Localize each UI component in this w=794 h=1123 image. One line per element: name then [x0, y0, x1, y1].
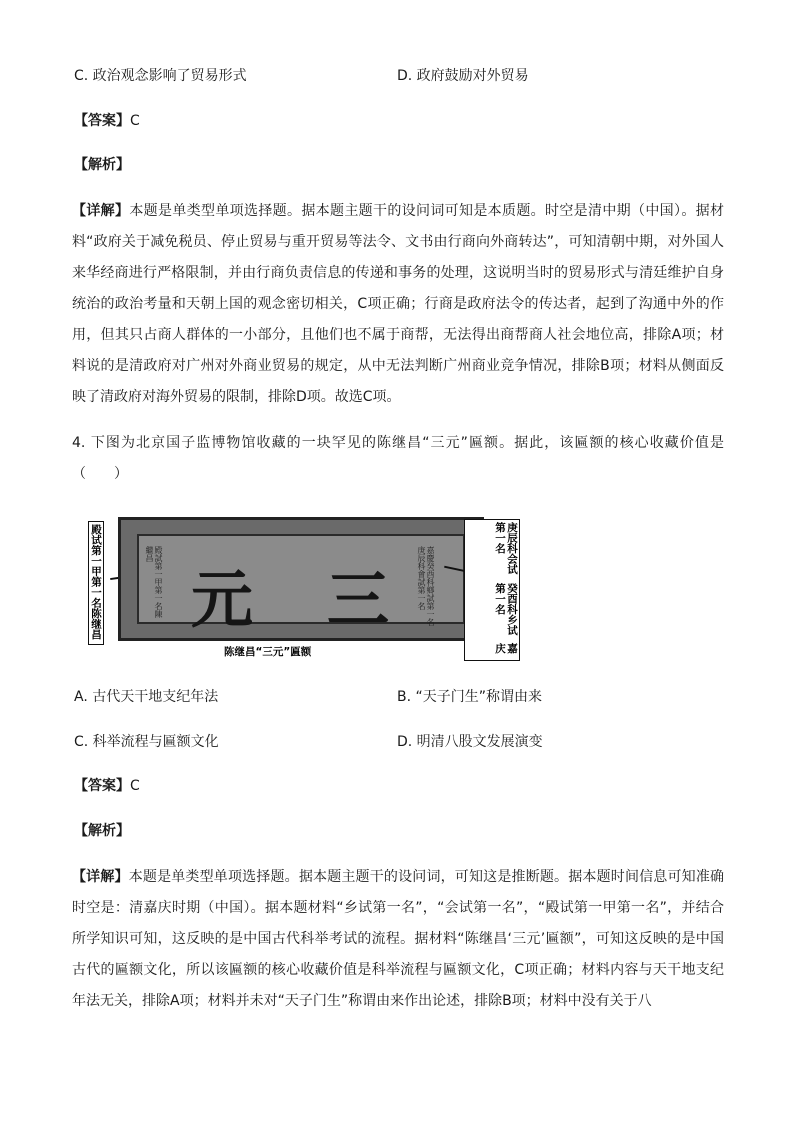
- detail-label: 【详解】: [72, 203, 130, 219]
- plaque-figure: [84, 505, 520, 663]
- answer-label: 【答案】: [74, 113, 130, 129]
- figure-caption: 陈继昌“三元”匾额: [224, 646, 312, 658]
- q4-option-d: D. 明清八股文发展演变: [397, 734, 543, 750]
- q4-option-b: B. “天子门生”称谓由来: [397, 689, 543, 705]
- q3-answer: [74, 111, 140, 131]
- left-callout: 殿试第一甲第一名陈继昌: [88, 521, 104, 645]
- detail-text: 本题是单类型单项选择题。据本题主题干的设问词，可知这是推断题。据本题时间信息可知准确时空是：清嘉庆时期（中国）。据本题材料“乡试第一名”，“会试第一名”，“殿试第一甲第一名”，并结合所学知识可知，这反映的是中国古代科举考试的流程。据材料“陈继昌‘三元’匾额”，可知这反映的是中国古代的匾额文化，所以该匾额的核心收藏价值是科举流程与匾额文化，C项正确；材料内容与天干地支纪年法无关，排除A项；材料并未对“天子门生”称谓由来作出论述，排除B项；材料中没有关于八: [72, 869, 725, 1009]
- right-callout-era: 嘉庆: [494, 643, 518, 654]
- q3-option-c: C. 政治观念影响了贸易形式: [74, 68, 247, 84]
- right-callout: [464, 519, 520, 661]
- q4-detail-paragraph: [72, 862, 724, 1017]
- right-callout-huishi: 庚辰科会试第一名: [494, 521, 518, 575]
- answer-label: 【答案】: [74, 778, 130, 794]
- answer-value: C: [130, 778, 140, 794]
- detail-text: 本题是单类型单项选择题。据本题主题干的设问词可知是本质题。时空是清中期（中国）。据材料“政府关于减免税员、停止贸易与重开贸易等法令、文书由行商向外商转达”，可知清朝中期，对外国人来华经商进行严格限制，并由行商负责信息的传递和事务的处理，这说明当时的贸易形式与清廷维护自身统治的政治考量和天朝上国的观念密切相关，C项正确；行商是政府法令的传达者，起到了沟通中外的作用，但其只占商人群体的一小部分，且他们也不属于商帮，无法得出商帮商人社会地位高，排除A项；材料说的是清政府对广州对外商业贸易的规定，从中无法判断广州商业竞争情况，排除B项；材料从侧面反映了清政府对海外贸易的限制，排除D项。故选C项。: [72, 203, 725, 405]
- plaque-frame: [118, 517, 484, 641]
- plaque-char-san: 三: [327, 563, 390, 636]
- plaque-inscription-right: 嘉慶癸酉科鄉試第一名庚辰科會試第一名: [417, 546, 435, 626]
- plaque-board: [137, 534, 465, 636]
- answer-value: C: [130, 113, 140, 129]
- detail-label: 【详解】: [72, 869, 129, 885]
- q4-option-c: C. 科举流程与匾额文化: [74, 734, 219, 750]
- plaque-inscription-left: 殿試第一甲第一名陳繼昌: [145, 546, 163, 618]
- q4-analysis-label: 【解析】: [74, 823, 130, 839]
- q3-option-d: D. 政府鼓励对外贸易: [397, 68, 529, 84]
- q4-answer: [74, 776, 140, 796]
- q3-analysis-label: 【解析】: [74, 157, 130, 173]
- q4-stem: 4. 下图为北京国子监博物馆收藏的一块罕见的陈继昌“三元”匾额。据此，该匾额的核心收藏价值是（ ）: [72, 435, 724, 482]
- q3-detail-paragraph: [72, 196, 724, 413]
- right-callout-xiangshi: 癸酉科乡试第一名: [494, 582, 518, 636]
- q4-option-a: A. 古代天干地支纪年法: [74, 689, 219, 705]
- plaque-char-yuan: 元: [191, 563, 254, 636]
